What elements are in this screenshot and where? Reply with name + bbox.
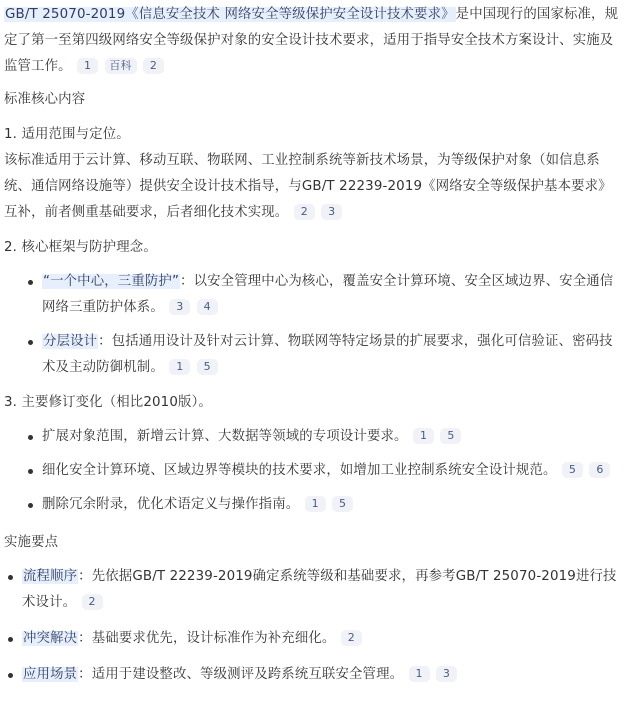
citation-badge-baike[interactable]: 百科 [105,58,137,74]
item2-heading: 2. 核心框架与防护理念。 [4,240,157,255]
bullet-text: ：以安全管理中心为核心，覆盖安全计算环境、安全区域边界、安全通信网络三重防护体系。 [42,274,614,315]
citation-badge[interactable]: 1 [409,666,430,682]
item3-heading: 3. 主要修订变化（相比2010版）。 [4,395,212,410]
bullet-term-highlight: 应用场景 [23,667,78,682]
bullet-dot-icon [8,673,13,678]
citation-badge[interactable]: 6 [589,462,610,478]
list-item [4,564,620,616]
bullet-dot-icon [28,280,33,285]
citation-badge[interactable]: 1 [77,58,98,74]
item1-heading: 1. 适用范围与定位。 [4,127,130,142]
bullet-term-highlight: “一个中心，三重防护” [43,274,180,289]
citation-badge[interactable]: 5 [332,496,353,512]
list-item [24,492,620,518]
bullet-dot-icon [8,637,13,642]
bullet-text: 扩展对象范围，新增云计算、大数据等领域的专项设计要求。 [42,429,408,444]
list-item [24,269,620,321]
bullet-term-highlight: 冲突解决 [23,631,78,646]
list-item [24,458,620,484]
section-heading-implementation: 实施要点 [4,535,59,550]
citation-badge[interactable]: 1 [305,496,326,512]
bullet-text: ：基础要求优先，设计标准作为补充细化。 [78,631,336,646]
citation-badge[interactable]: 5 [197,359,218,375]
intro-paragraph [4,2,620,80]
list-item [4,662,620,688]
bullet-text: ：适用于建设整改、等级测评及跨系统互联安全管理。 [78,667,404,682]
bullet-dot-icon [28,503,33,508]
list-item [24,329,620,381]
citation-badge[interactable]: 1 [413,428,434,444]
bullet-dot-icon [8,575,13,580]
bullet-dot-icon [28,435,33,440]
standard-title-highlight: GB/T 25070-2019《信息安全技术 网络安全等级保护安全设计技术要求》 [5,7,455,22]
bullet-dot-icon [28,469,33,474]
bullet-text: ：包括通用设计及针对云计算、物联网等特定场景的扩展要求，强化可信验证、密码技术及主动防御机制。 [42,334,613,375]
citation-badge[interactable]: 2 [82,594,103,610]
bullet-text: ：先依据GB/T 22239-2019确定系统等级和基础要求，再参考GB/T 25070-2019进行技术设计。 [22,569,617,610]
citation-badge[interactable]: 1 [169,359,190,375]
citation-badge[interactable]: 3 [169,299,190,315]
citation-badge[interactable]: 2 [341,630,362,646]
section-heading-core: 标准核心内容 [4,92,86,107]
bullet-dot-icon [28,340,33,345]
citation-badge[interactable]: 4 [197,299,218,315]
citation-badge[interactable]: 5 [562,462,583,478]
citation-badge[interactable]: 5 [440,428,461,444]
bullet-term-highlight: 流程顺序 [23,569,78,584]
bullet-term-highlight: 分层设计 [43,334,98,349]
citation-badge[interactable]: 3 [321,204,342,220]
bullet-text: 删除冗余附录，优化术语定义与操作指南。 [42,497,300,512]
intro-text: 是中国现行的国家标准，规定了第一至第四级网络安全等级保护对象的安全设计技术要求，适用于指导安全技术方案设计、实施及监管工作。 [4,7,619,74]
item1-text: 该标准适用于云计算、移动互联、物联网、工业控制系统等新技术场景，为等级保护对象（如信息系统、通信网络设施等）提供安全设计技术指导，与GB/T 22239-2019《网络安全等级保护基本要求》互补，前者侧重基础要求，后者细化技术实现。 [4,153,612,220]
citation-badge[interactable]: 2 [294,204,315,220]
citation-badge[interactable]: 2 [143,58,164,74]
list-item [4,626,620,652]
list-item [24,424,620,450]
item1-paragraph [4,148,620,226]
bullet-text: 细化安全计算环境、区域边界等模块的技术要求，如增加工业控制系统安全设计规范。 [42,463,557,478]
citation-badge[interactable]: 3 [436,666,457,682]
